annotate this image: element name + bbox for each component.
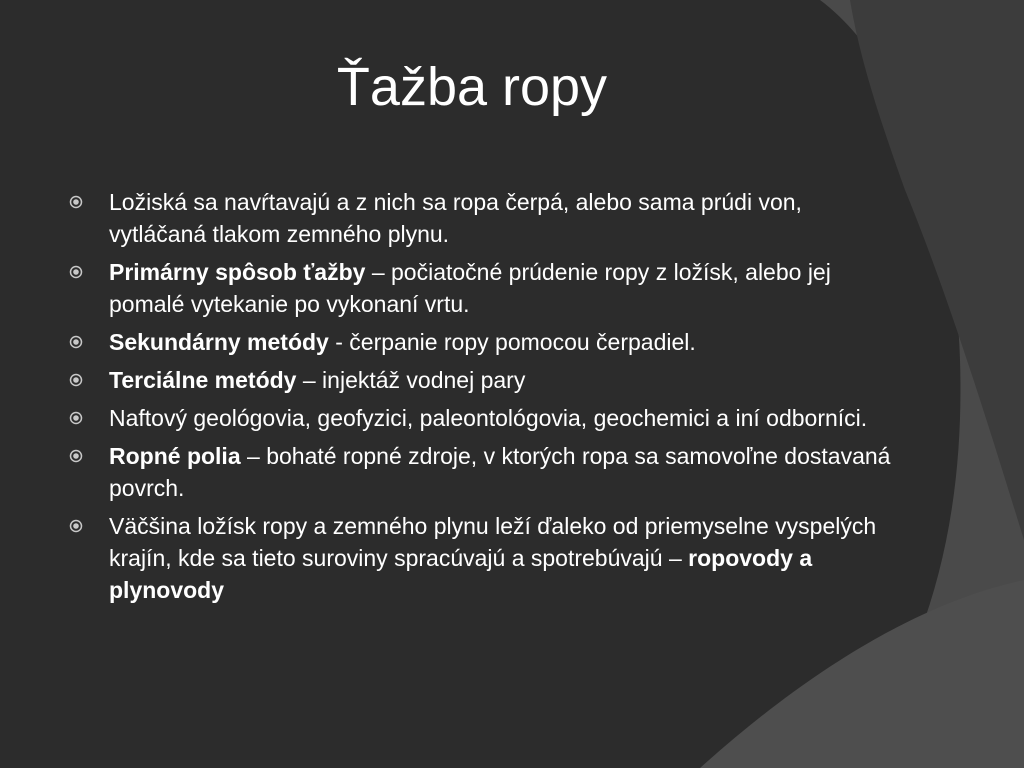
bullet-text: – injektáž vodnej pary: [296, 367, 526, 393]
circle-bullet-icon: [69, 195, 83, 209]
bullet-text: - čerpanie ropy pomocou čerpadiel.: [328, 329, 696, 355]
bullet-text: Väčšina ložísk ropy a zemného plynu leží ďaleko od priemyselne vyspelých krajín, kde sa tieto suroviny spracúvajú a spotrebúvajú –: [109, 513, 877, 571]
slide-title: Ťažba ropy: [336, 57, 608, 117]
bullet-text: – počiatočné prúdenie ropy z ložísk, alebo jej pomalé vytekanie po vykonaní vrtu.: [109, 259, 831, 317]
circle-bullet-icon: [69, 265, 83, 279]
bullet-bold-text: Primárny spôsob ťažby: [109, 259, 366, 285]
bullet-bold-text: Terciálne metódy: [109, 367, 297, 393]
bullet-text: – bohaté ropné zdroje, v ktorých ropa sa samovoľne dostavaná povrch.: [109, 443, 891, 501]
bullet-text: Naftový geológovia, geofyzici, paleontológovia, geochemici a iní odborníci.: [109, 405, 868, 431]
bullet-item: [66, 186, 896, 250]
bullet-item: [66, 364, 896, 396]
circle-bullet-icon: [69, 519, 83, 533]
bullet-item: [66, 402, 896, 434]
bullet-text: Ložiská sa navŕtavajú a z nich sa ropa čerpá, alebo sama prúdi von, vytláčaná tlakom zemného plynu.: [109, 189, 802, 247]
circle-bullet-icon: [69, 373, 83, 387]
bullet-item: [66, 256, 896, 320]
circle-bullet-icon: [69, 449, 83, 463]
circle-bullet-icon: [69, 335, 83, 349]
bullet-bold-text: Sekundárny metódy: [109, 329, 329, 355]
bullet-item: [66, 510, 896, 606]
circle-bullet-icon: [69, 411, 83, 425]
bullet-bold-text: Ropné polia: [109, 443, 241, 469]
bullet-item: [66, 440, 896, 504]
bullet-list: [66, 186, 896, 612]
bullet-item: [66, 326, 896, 358]
bullet-bold-end-text: ropovody a plynovody: [109, 545, 813, 603]
